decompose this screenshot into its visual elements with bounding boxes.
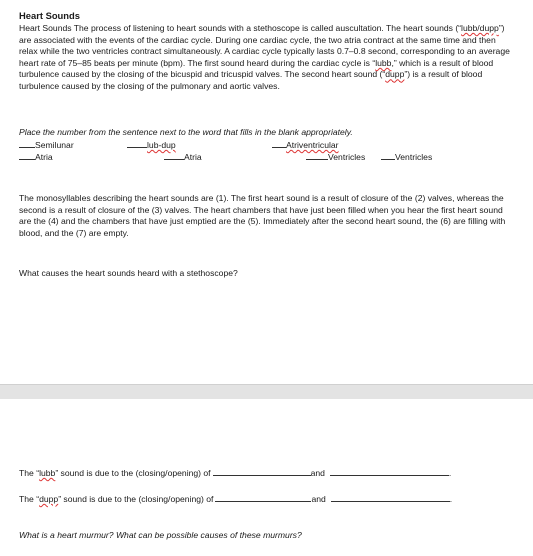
dupp-answer-blank-1[interactable] xyxy=(215,493,311,502)
lubb-answer-blank-1[interactable] xyxy=(213,467,311,476)
intro-text-3: ,” which is a result of blood turbulence caused by the closing of the bicuspid and tricuspid valves. The second heart sound (“ xyxy=(19,57,494,80)
question-heart-sounds: What causes the heart sounds heard with a stethoscope? xyxy=(19,268,238,278)
dupp-row-text: The “ xyxy=(19,494,40,504)
lubb-dupp-word: lubb/dupp xyxy=(461,23,499,33)
word-ventricles-1 xyxy=(306,151,365,164)
word-ventricles-2 xyxy=(381,151,432,164)
word-label: Semilunar xyxy=(35,140,74,150)
answer-blank[interactable] xyxy=(127,139,147,148)
word-label: Atria xyxy=(184,152,202,162)
word-label: Atria xyxy=(35,152,53,162)
lubb-answer-blank-2[interactable] xyxy=(330,467,452,478)
intro-text-4: ”) is a result of blood turbulence caused by the closing of the pulmonary and aortic valves. xyxy=(19,69,483,91)
answer-blank[interactable] xyxy=(381,151,395,160)
period: . xyxy=(449,494,453,504)
word-lub-dup xyxy=(127,139,176,152)
answer-blank[interactable] xyxy=(19,139,35,148)
answer-blank[interactable] xyxy=(272,139,286,148)
lubb-row-text-2: ” sound is due to the (closing/opening) of xyxy=(55,468,211,478)
word-label: Ventricles xyxy=(395,152,433,162)
dupp-answer-row xyxy=(19,493,452,506)
word-atriventricular xyxy=(272,139,339,152)
lubb-word: lubb xyxy=(375,57,392,68)
answer-blank[interactable] xyxy=(164,151,184,160)
and-label: and xyxy=(311,494,326,504)
document-page-2 xyxy=(0,399,533,556)
title-block xyxy=(19,10,516,22)
answer-blank[interactable] xyxy=(306,151,328,160)
lubb-row-text: The “ xyxy=(19,468,40,478)
dupp-row-word: dupp xyxy=(39,494,59,504)
intro-text-2: ”) are associated with the events of the cardiac cycle. During one cardiac cycle, the two atria contract at the same time and then relax while the two ventricles contract simultaneously. A cardiac cycle typically lasts 0.7–0.8 second, corresponding to an average heart rate of 75–85 beats per minute (bpm). The first sound heard during the cardiac cycle is “ xyxy=(19,23,510,68)
period: . xyxy=(448,468,452,478)
intro-paragraph xyxy=(19,23,516,93)
page-break xyxy=(0,384,533,400)
intro-text-1: Heart Sounds The process of listening to heart sounds with a stethoscope is called auscultation. The heart sounds (“ xyxy=(19,23,462,33)
lubb-row-word: lubb xyxy=(39,468,56,478)
lubb-answer-row xyxy=(19,467,451,480)
dupp-row-text-2: ” sound is due to the (closing/opening) of xyxy=(58,494,214,504)
word-label: Ventricles xyxy=(328,152,366,162)
word-label: Atriventricular xyxy=(286,140,339,150)
answer-blank[interactable] xyxy=(19,151,35,160)
instruction-line: Place the number from the sentence next to the word that fills in the blank appropriately. xyxy=(19,127,353,137)
word-atria-1 xyxy=(19,151,53,164)
question-heart-murmur: What is a heart murmur? What can be possible causes of these murmurs? xyxy=(19,530,302,540)
dupp-word: dupp xyxy=(385,69,405,80)
dupp-answer-blank-2[interactable] xyxy=(331,493,453,504)
word-semilunar xyxy=(19,139,74,152)
word-label: lub-dup xyxy=(147,140,176,150)
word-atria-2 xyxy=(164,151,202,164)
and-label: and xyxy=(310,468,325,478)
page-title: Heart Sounds xyxy=(19,10,80,21)
fill-in-paragraph: The monosyllables describing the heart sounds are (1). The first heart sound is a result of closure of the (2) valves, whereas the second is a result of closure of the (3) valves. The heart chambers that have just been filled when you hear the first heart sound are the (4) and the chambers that have just emptied are the (5). Immediately after the second heart sound, the (6) are filling with blood, and the (7) are empty. xyxy=(19,193,506,238)
